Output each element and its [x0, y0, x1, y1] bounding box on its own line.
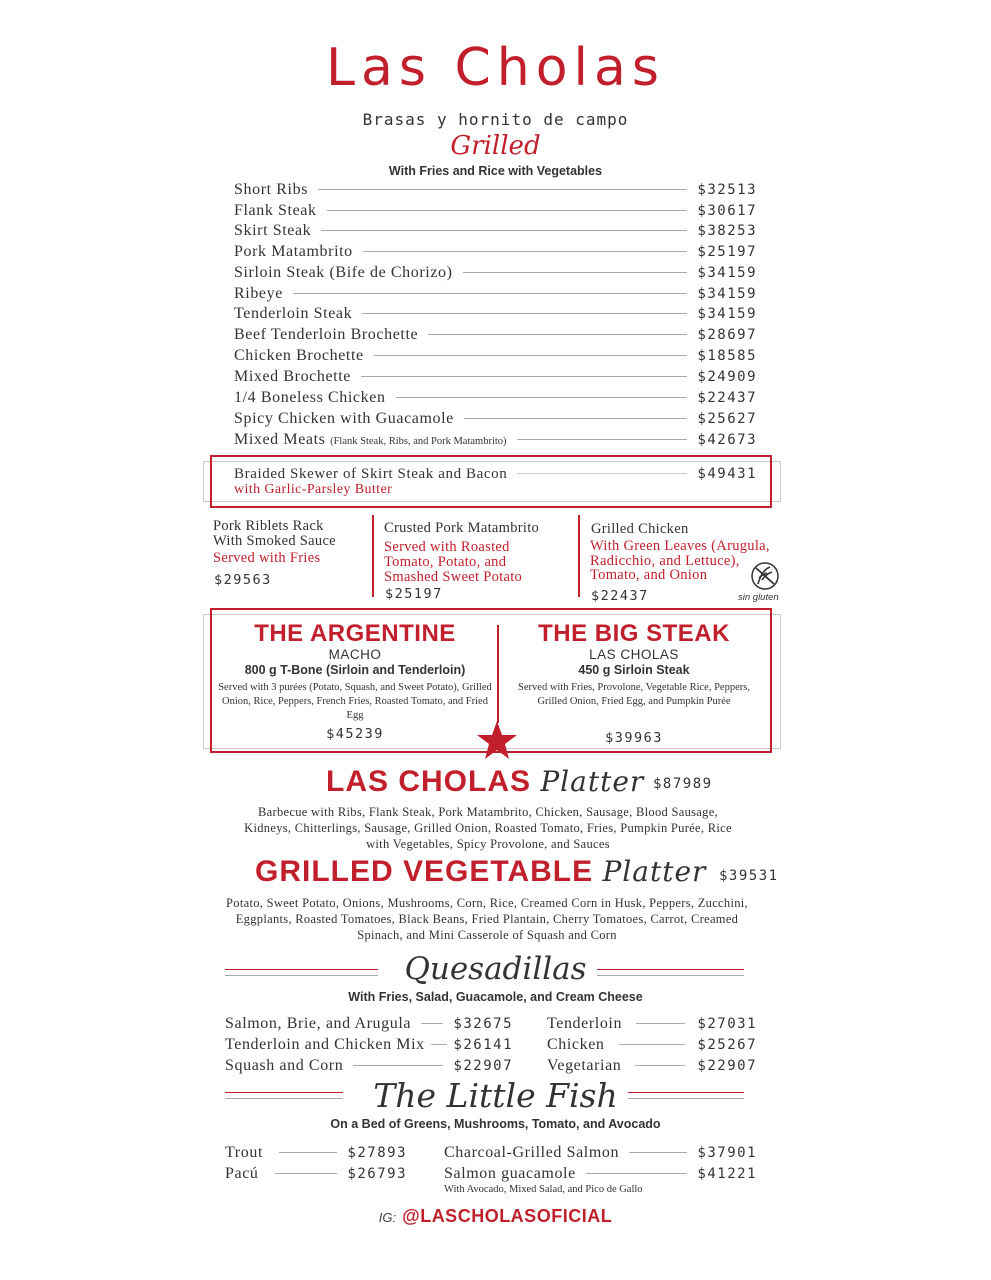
item-name: Tenderloin — [547, 1015, 623, 1032]
veg-platter-desc: Potato, Sweet Potato, Onions, Mushrooms, Corn, Rice, Creamed Corn in Husk, Peppers, Zucchini, Eggplants, Roasted Tomatoes, Black Beans, Fried Plantain, Cherry Tomatoes, Carrot, Creamed Spinach, and Mini Casserole of Squash and Corn — [226, 896, 748, 942]
item-price: $27893 — [347, 1145, 407, 1161]
item-name: Trout — [225, 1144, 263, 1161]
menu-item — [225, 1165, 407, 1183]
item-name: Short Ribs — [234, 181, 309, 198]
veg-platter-heading — [255, 855, 706, 889]
special-line1: Crusted Pork Matambrito — [384, 520, 540, 536]
menu-item — [234, 222, 757, 240]
quesadillas-title: Quesadillas — [404, 951, 587, 987]
menu-item — [234, 368, 757, 386]
cholas-platter-script: Platter — [540, 765, 645, 798]
item-name: Spicy Chicken with Guacamole — [234, 410, 454, 427]
item-price: $37901 — [697, 1145, 757, 1161]
item-price: $26141 — [453, 1037, 513, 1053]
veg-platter-price: $39531 — [719, 868, 779, 884]
item-price: $34159 — [697, 306, 757, 322]
item-price: $22907 — [697, 1058, 757, 1074]
featured-price: $49431 — [697, 466, 757, 482]
menu-item — [225, 1036, 513, 1054]
bigsteak-bold: 450 g Sirloin Steak — [578, 663, 690, 677]
menu-item — [547, 1036, 757, 1054]
special-red3: Smashed Sweet Potato — [384, 569, 523, 585]
item-name: Squash and Corn — [225, 1057, 344, 1074]
special-red1: With Green Leaves (Arugula, — [590, 538, 770, 554]
item-name: Skirt Steak — [234, 222, 312, 239]
item-name: Mixed Brochette — [234, 368, 351, 385]
item-name: Chicken — [547, 1036, 605, 1053]
special-red2: Radicchio, and Lettuce), — [590, 553, 740, 569]
grilled-title: Grilled — [450, 131, 541, 161]
item-price: $32675 — [453, 1016, 513, 1032]
special-line2: With Smoked Sauce — [213, 533, 336, 549]
gluten-free-icon — [748, 562, 782, 592]
quesadillas-subtitle: With Fries, Salad, Guacamole, and Cream Cheese — [348, 990, 643, 1004]
special-price: $22437 — [591, 588, 649, 604]
item-price: $38253 — [697, 223, 757, 239]
item-price: $27031 — [697, 1016, 757, 1032]
item-name: Pacú — [225, 1165, 259, 1182]
item-name: Pork Matambrito — [234, 243, 353, 260]
argentine-desc: Served with 3 purées (Potato, Squash, and Sweet Potato), Grilled Onion, Rice, Peppers, French Fries, Roasted Tomato, and Fried Egg — [218, 682, 492, 721]
item-name: Tenderloin Steak — [234, 305, 353, 322]
item-price: $28697 — [697, 327, 757, 343]
item-price: $25627 — [697, 411, 757, 427]
item-name: Beef Tenderloin Brochette — [234, 326, 419, 343]
item-note: (Flank Steak, Ribs, and Pork Matambrito) — [330, 436, 507, 447]
item-price: $25197 — [697, 244, 757, 260]
menu-item — [234, 326, 757, 344]
special-line1: Grilled Chicken — [591, 521, 689, 537]
fish-title: The Little Fish — [373, 1076, 618, 1115]
bigsteak-price: $39963 — [605, 730, 663, 746]
cholas-platter-title: LAS CHOLAS — [326, 765, 531, 798]
item-price: $30617 — [697, 203, 757, 219]
grilled-subtitle: With Fries and Rice with Vegetables — [388, 164, 603, 178]
argentine-bold: 800 g T-Bone (Sirloin and Tenderloin) — [244, 663, 466, 677]
menu-item — [234, 410, 757, 428]
menu-item — [234, 389, 757, 407]
cholas-platter-price: $87989 — [653, 776, 713, 792]
gluten-free-label: sin gluten — [738, 592, 779, 603]
ig-label: IG: — [378, 1210, 397, 1225]
item-price: $34159 — [697, 286, 757, 302]
item-name: Salmon guacamole — [444, 1165, 576, 1182]
menu-item — [225, 1015, 513, 1033]
menu-item — [234, 285, 757, 303]
item-note: With Avocado, Mixed Salad, and Pico de Gallo — [444, 1184, 643, 1195]
item-price: $26793 — [347, 1166, 407, 1182]
item-price: $22437 — [697, 390, 757, 406]
argentine-price: $45239 — [326, 726, 384, 742]
menu-item — [444, 1165, 757, 1183]
bigsteak-title: THE BIG STEAK — [538, 620, 730, 647]
divider — [578, 515, 580, 597]
star-icon — [476, 720, 518, 760]
menu-item — [547, 1057, 757, 1075]
item-price: $41221 — [697, 1166, 757, 1182]
cholas-platter-desc: Barbecue with Ribs, Flank Steak, Pork Matambrito, Chicken, Sausage, Blood Sausage, Kidneys, Chitterlings, Sausage, Grilled Onion, Roasted Tomato, Fries, Pumpkin Purée, Rice with Vegetables, Spicy Provolone, and Sauces — [244, 805, 732, 851]
item-price: $24909 — [697, 369, 757, 385]
bigsteak-desc: Served with Fries, Provolone, Vegetable Rice, Peppers, Grilled Onion, Fried Egg, and Pumpkin Purée — [518, 682, 750, 707]
item-price: $42673 — [697, 432, 757, 448]
special-price: $25197 — [385, 586, 443, 602]
item-price: $25267 — [697, 1037, 757, 1053]
instagram-handle-link[interactable]: @LASCHOLASOFICIAL — [402, 1206, 613, 1226]
cholas-platter-heading — [326, 765, 644, 799]
menu-item — [547, 1015, 757, 1033]
veg-platter-title: GRILLED VEGETABLE — [255, 855, 594, 888]
item-price: $18585 — [697, 348, 757, 364]
item-name: Chicken Brochette — [234, 347, 364, 364]
argentine-title: THE ARGENTINE — [254, 620, 456, 647]
item-name: Sirloin Steak (Bife de Chorizo) — [234, 264, 453, 281]
item-name: Tenderloin and Chicken Mix — [225, 1036, 425, 1053]
special-price: $29563 — [214, 572, 272, 588]
menu-item — [234, 431, 757, 449]
menu-item — [234, 264, 757, 282]
item-price: $22907 — [453, 1058, 513, 1074]
tagline: Brasas y hornito de campo — [362, 110, 629, 129]
veg-platter-script: Platter — [602, 855, 707, 888]
featured-item — [234, 466, 757, 483]
restaurant-logo: Las Cholas — [326, 38, 665, 98]
item-name: Charcoal-Grilled Salmon — [444, 1144, 620, 1161]
fish-subtitle: On a Bed of Greens, Mushrooms, Tomato, and Avocado — [330, 1117, 661, 1131]
menu-item — [234, 305, 757, 323]
divider — [372, 515, 374, 597]
menu-item — [225, 1057, 513, 1075]
special-red2: Tomato, Potato, and — [384, 554, 507, 570]
menu-item — [444, 1144, 757, 1162]
item-name: Salmon, Brie, and Arugula — [225, 1015, 412, 1032]
special-red1: Served with Roasted — [384, 539, 510, 555]
featured-name: Braided Skewer of Skirt Steak and Bacon — [234, 466, 508, 482]
featured-sub: with Garlic-Parsley Butter — [234, 482, 393, 497]
item-price: $34159 — [697, 265, 757, 281]
menu-item — [225, 1144, 407, 1162]
menu-item — [234, 181, 757, 199]
special-red: Served with Fries — [213, 550, 321, 566]
menu-item — [234, 243, 757, 261]
menu-item — [234, 347, 757, 365]
special-red3: Tomato, and Onion — [590, 567, 708, 583]
item-name: 1/4 Boneless Chicken — [234, 389, 386, 406]
item-price: $32513 — [697, 182, 757, 198]
instagram-footer — [0, 1206, 991, 1227]
item-name: Vegetarian — [547, 1057, 622, 1074]
menu-item — [234, 202, 757, 220]
bigsteak-sub: LAS CHOLAS — [589, 647, 679, 662]
argentine-sub: MACHO — [328, 647, 382, 662]
item-name: Flank Steak — [234, 202, 317, 219]
item-name: Mixed Meats — [234, 431, 326, 448]
item-name: Ribeye — [234, 285, 283, 302]
special-line1: Pork Riblets Rack — [213, 518, 324, 534]
